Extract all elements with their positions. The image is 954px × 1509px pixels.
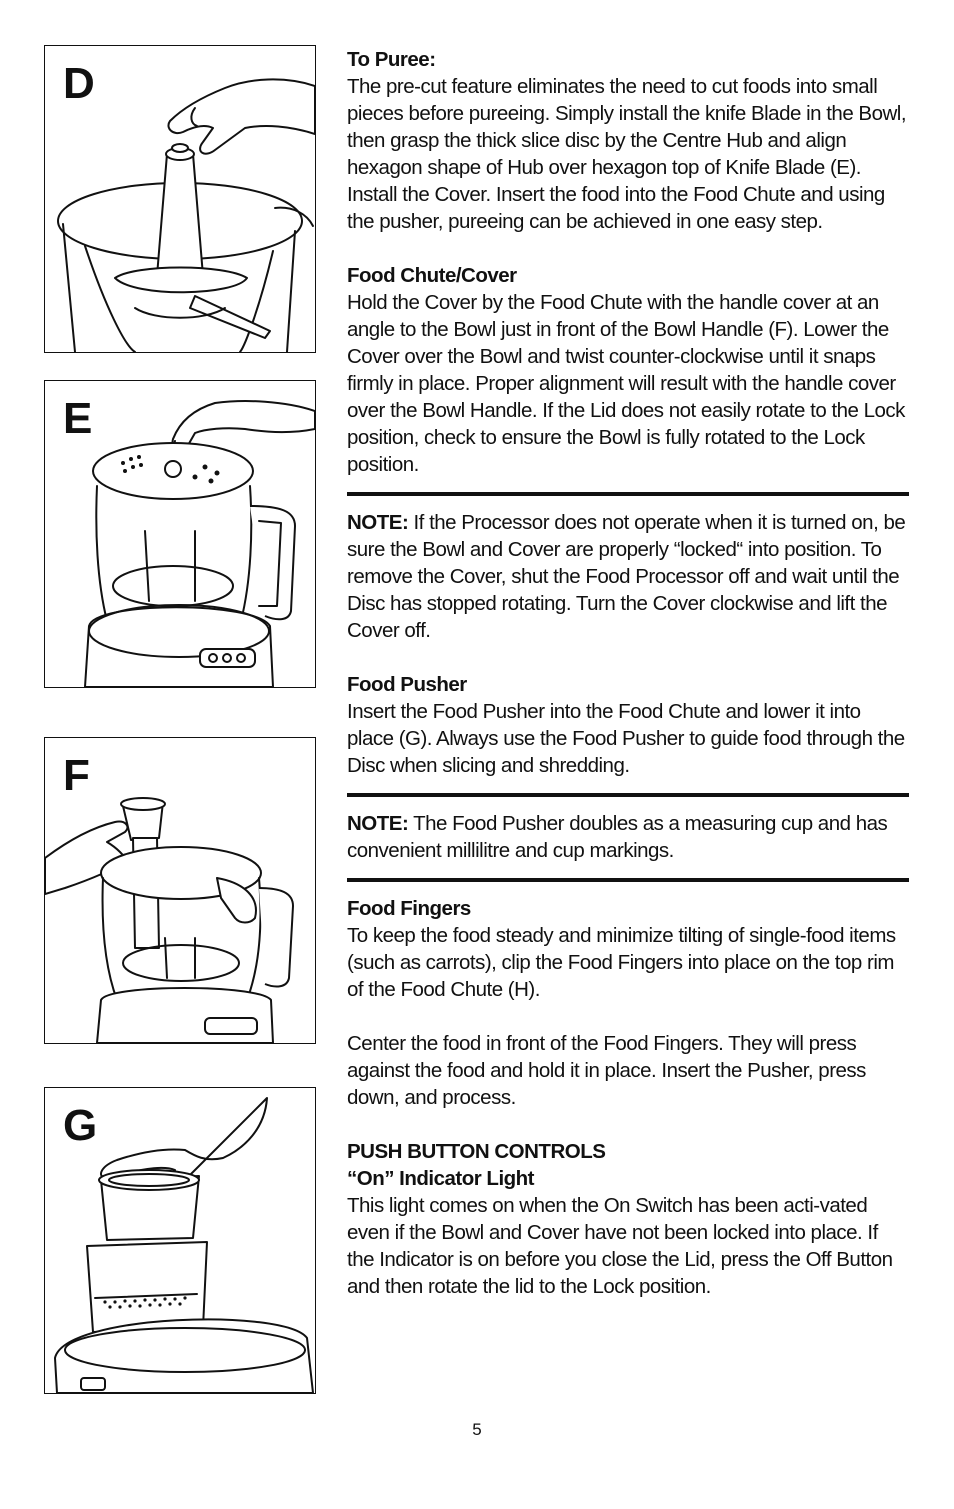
figure-g xyxy=(44,1087,316,1394)
chute-cover-body: Hold the Cover by the Food Chute with the handle cover at an angle to the Bowl just in front of the Bowl Handle (F). Lower the Cover over the Bowl and twist counter-clockwise until it snaps firmly in place. Proper alignment will result with the handle cover over the Bowl Handle. If the Lid does not easily rotate to the Lock position, check to ensure the Bowl is fully rotated to the Lock position. xyxy=(347,291,905,476)
divider xyxy=(347,793,909,797)
food-fingers-body-2: Center the food in front of the Food Fingers. They will press against the food and hold it in place. Insert the Pusher, press down, and process. xyxy=(347,1032,866,1109)
figure-e xyxy=(44,380,316,688)
divider xyxy=(347,878,909,882)
note-measuring-body: The Food Pusher doubles as a measuring cup and has convenient millilitre and cup markings. xyxy=(347,812,888,862)
note-locking-body: If the Processor does not operate when it is turned on, be sure the Bowl and Cover are properly “locked“ into position. To remove the Cover, shut the Food Processor off and wait until the Disc has stopped rotating. Turn the Cover clockwise and lift the Cover off. xyxy=(347,511,906,642)
puree-body: The pre-cut feature eliminates the need to cut foods into small pieces before pureeing. Simply install the knife Blade in the Bowl, then grasp the thick slice disc by the Centre Hub and align hexagon shape of Hub over hexagon top of Knife Blade (E). Install the Cover. Insert the food into the Food Chute and using the pusher, pureeing can be achieved in one easy step. xyxy=(347,75,907,233)
divider xyxy=(347,492,909,496)
figure-d xyxy=(44,45,316,353)
figure-e-label: E xyxy=(63,394,93,443)
note-label: NOTE: xyxy=(347,812,409,835)
note-locking xyxy=(347,509,909,644)
food-fingers-heading: Food Fingers xyxy=(347,897,471,920)
figure-d-label: D xyxy=(63,59,95,108)
note-label: NOTE: xyxy=(347,511,409,534)
figure-f-label: F xyxy=(63,751,90,800)
food-pusher-body: Insert the Food Pusher into the Food Chute and lower it into place (G). Always use the Food Pusher to guide food through the Disc when slicing and shredding. xyxy=(347,700,905,777)
note-measuring xyxy=(347,810,909,864)
food-fingers-body: To keep the food steady and minimize tilting of single-food items (such as carrots), clip the Food Fingers into place on the top rim of the Food Chute (H). xyxy=(347,924,896,1001)
puree-heading: To Puree: xyxy=(347,48,436,71)
figure-f xyxy=(44,737,316,1044)
controls-heading: PUSH BUTTON CONTROLS xyxy=(347,1140,606,1163)
chute-cover-heading: Food Chute/Cover xyxy=(347,264,517,287)
figure-g-label: G xyxy=(63,1101,98,1150)
instructions-column xyxy=(347,46,909,1300)
indicator-light-heading: “On” Indicator Light xyxy=(347,1167,535,1190)
indicator-light-body: This light comes on when the On Switch has been acti-vated even if the Bowl and Cover have not been locked into place. If the Indicator is on before you close the Lid, press the Off Button and then rotate the lid to the Lock position. xyxy=(347,1194,893,1298)
page-number: 5 xyxy=(472,1420,482,1439)
food-pusher-heading: Food Pusher xyxy=(347,673,467,696)
